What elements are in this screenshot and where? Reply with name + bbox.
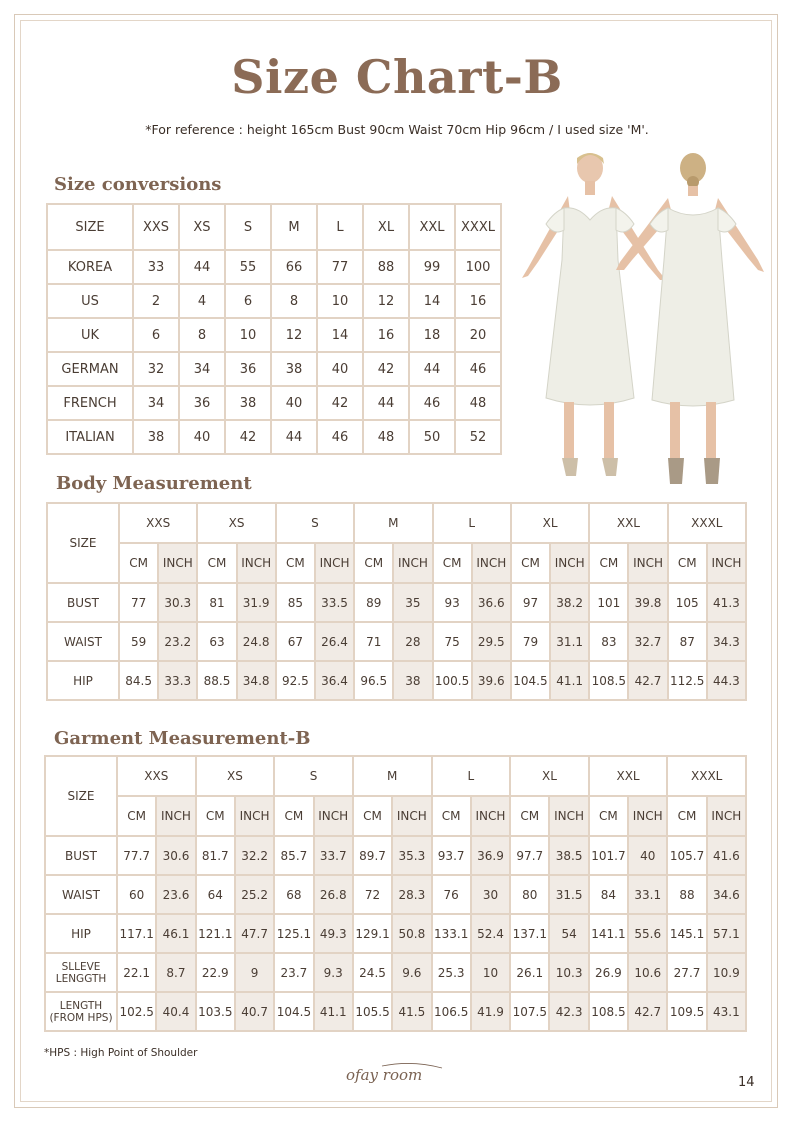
conv-cell: 50 bbox=[409, 420, 455, 454]
inch-value: 31.9 bbox=[237, 583, 276, 622]
cm-value: 67 bbox=[276, 622, 315, 661]
cm-value: 71 bbox=[354, 622, 393, 661]
cm-value: 23.7 bbox=[274, 953, 313, 992]
size-xl-header: XL bbox=[510, 756, 589, 796]
inch-value: 10.6 bbox=[628, 953, 667, 992]
unit-cm: CM bbox=[276, 543, 315, 583]
inch-value: 34.6 bbox=[707, 875, 746, 914]
unit-cm: CM bbox=[197, 543, 236, 583]
size-header-row bbox=[45, 756, 746, 796]
cm-value: 104.5 bbox=[274, 992, 313, 1031]
conv-cell: 16 bbox=[455, 284, 501, 318]
unit-inch: INCH bbox=[235, 796, 274, 836]
inch-value: 50.8 bbox=[392, 914, 431, 953]
unit-inch: INCH bbox=[158, 543, 197, 583]
cm-value: 104.5 bbox=[511, 661, 550, 700]
measurement-row bbox=[45, 836, 746, 875]
unit-inch: INCH bbox=[707, 543, 746, 583]
conv-size-xxs: XXS bbox=[133, 204, 179, 250]
inch-value: 34.8 bbox=[237, 661, 276, 700]
inch-value: 24.8 bbox=[237, 622, 276, 661]
size-s-header: S bbox=[274, 756, 353, 796]
size-xs-header: XS bbox=[196, 756, 275, 796]
measurement-row bbox=[45, 992, 746, 1031]
conv-cell: 55 bbox=[225, 250, 271, 284]
conv-cell: 44 bbox=[179, 250, 225, 284]
conv-cell: 34 bbox=[133, 386, 179, 420]
inch-value: 52.4 bbox=[471, 914, 510, 953]
cm-value: 80 bbox=[510, 875, 549, 914]
cm-value: 88 bbox=[667, 875, 706, 914]
inch-value: 42.7 bbox=[628, 992, 667, 1031]
conv-cell: 42 bbox=[225, 420, 271, 454]
inch-value: 35 bbox=[393, 583, 432, 622]
conv-cell: 14 bbox=[409, 284, 455, 318]
conv-cell: 14 bbox=[317, 318, 363, 352]
page-title: Size Chart-B bbox=[231, 50, 563, 104]
conv-cell: 6 bbox=[133, 318, 179, 352]
inch-value: 29.5 bbox=[472, 622, 511, 661]
cm-value: 85.7 bbox=[274, 836, 313, 875]
inch-value: 32.7 bbox=[628, 622, 667, 661]
cm-value: 25.3 bbox=[432, 953, 471, 992]
cm-value: 112.5 bbox=[668, 661, 707, 700]
size-xxs-header: XXS bbox=[119, 503, 197, 543]
size-xxl-header: XXL bbox=[589, 756, 668, 796]
inch-value: 23.6 bbox=[156, 875, 195, 914]
unit-cm: CM bbox=[667, 796, 706, 836]
cm-value: 107.5 bbox=[510, 992, 549, 1031]
measurement-label: WAIST bbox=[45, 875, 117, 914]
cm-value: 81.7 bbox=[196, 836, 235, 875]
conv-cell: 18 bbox=[409, 318, 455, 352]
size-header-row bbox=[47, 503, 746, 543]
inch-value: 30.6 bbox=[156, 836, 195, 875]
measurement-row bbox=[47, 661, 746, 700]
measurement-label: BUST bbox=[45, 836, 117, 875]
inch-value: 55.6 bbox=[628, 914, 667, 953]
unit-cm: CM bbox=[511, 543, 550, 583]
conv-row-label: FRENCH bbox=[47, 386, 133, 420]
inch-value: 23.2 bbox=[158, 622, 197, 661]
measurement-label: BUST bbox=[47, 583, 119, 622]
unit-inch: INCH bbox=[550, 543, 589, 583]
conv-cell: 38 bbox=[271, 352, 317, 386]
inch-value: 33.3 bbox=[158, 661, 197, 700]
cm-value: 137.1 bbox=[510, 914, 549, 953]
inch-value: 40.4 bbox=[156, 992, 195, 1031]
size-xl-header: XL bbox=[511, 503, 589, 543]
cm-value: 145.1 bbox=[667, 914, 706, 953]
size-xxl-header: XXL bbox=[589, 503, 667, 543]
conv-row bbox=[47, 318, 501, 352]
size-header: SIZE bbox=[47, 503, 119, 583]
cm-value: 109.5 bbox=[667, 992, 706, 1031]
measurement-label: SLLEVE LENGGTH bbox=[45, 953, 117, 992]
cm-value: 117.1 bbox=[117, 914, 156, 953]
cm-value: 79 bbox=[511, 622, 550, 661]
inch-value: 28 bbox=[393, 622, 432, 661]
dress-model-illustration bbox=[508, 150, 770, 490]
inch-value: 41.1 bbox=[314, 992, 353, 1031]
unit-cm: CM bbox=[668, 543, 707, 583]
inch-value: 41.1 bbox=[550, 661, 589, 700]
body-measurement-table bbox=[46, 502, 747, 701]
measurement-label: WAIST bbox=[47, 622, 119, 661]
measurement-row bbox=[45, 953, 746, 992]
body-measurement-heading: Body Measurement bbox=[56, 473, 252, 494]
measurement-label: HIP bbox=[47, 661, 119, 700]
size-l-header: L bbox=[432, 756, 511, 796]
conv-cell: 44 bbox=[363, 386, 409, 420]
conv-cell: 38 bbox=[133, 420, 179, 454]
size-l-header: L bbox=[433, 503, 511, 543]
conv-row-label: KOREA bbox=[47, 250, 133, 284]
conv-size-m: M bbox=[271, 204, 317, 250]
unit-cm: CM bbox=[354, 543, 393, 583]
conv-cell: 16 bbox=[363, 318, 409, 352]
inch-value: 40.7 bbox=[235, 992, 274, 1031]
conv-row-label: US bbox=[47, 284, 133, 318]
size-m-header: M bbox=[353, 756, 432, 796]
cm-value: 93 bbox=[433, 583, 472, 622]
measurement-row bbox=[45, 914, 746, 953]
cm-value: 89.7 bbox=[353, 836, 392, 875]
conv-cell: 42 bbox=[317, 386, 363, 420]
cm-value: 77 bbox=[119, 583, 158, 622]
conv-size-xs: XS bbox=[179, 204, 225, 250]
conv-cell: 38 bbox=[225, 386, 271, 420]
inch-value: 26.8 bbox=[314, 875, 353, 914]
conv-cell: 44 bbox=[271, 420, 317, 454]
model-back-view bbox=[616, 153, 764, 484]
conv-cell: 8 bbox=[271, 284, 317, 318]
cm-value: 93.7 bbox=[432, 836, 471, 875]
cm-value: 97 bbox=[511, 583, 550, 622]
cm-value: 84 bbox=[589, 875, 628, 914]
unit-cm: CM bbox=[117, 796, 156, 836]
cm-value: 102.5 bbox=[117, 992, 156, 1031]
inch-value: 46.1 bbox=[156, 914, 195, 953]
conv-cell: 12 bbox=[363, 284, 409, 318]
conv-size-xxl: XXL bbox=[409, 204, 455, 250]
cm-value: 129.1 bbox=[353, 914, 392, 953]
unit-inch: INCH bbox=[393, 543, 432, 583]
cm-value: 26.1 bbox=[510, 953, 549, 992]
cm-value: 101 bbox=[589, 583, 628, 622]
inch-value: 38.2 bbox=[550, 583, 589, 622]
inch-value: 42.3 bbox=[549, 992, 588, 1031]
cm-value: 103.5 bbox=[196, 992, 235, 1031]
unit-header-row bbox=[47, 543, 746, 583]
measurement-row bbox=[47, 583, 746, 622]
measurement-row bbox=[45, 875, 746, 914]
inch-value: 30.3 bbox=[158, 583, 197, 622]
inch-value: 47.7 bbox=[235, 914, 274, 953]
unit-inch: INCH bbox=[315, 543, 354, 583]
unit-cm: CM bbox=[510, 796, 549, 836]
inch-value: 30 bbox=[471, 875, 510, 914]
unit-inch: INCH bbox=[237, 543, 276, 583]
cm-value: 121.1 bbox=[196, 914, 235, 953]
unit-inch: INCH bbox=[628, 543, 667, 583]
inch-value: 8.7 bbox=[156, 953, 195, 992]
unit-inch: INCH bbox=[472, 543, 511, 583]
conv-row-label: GERMAN bbox=[47, 352, 133, 386]
cm-value: 27.7 bbox=[667, 953, 706, 992]
conv-cell: 44 bbox=[409, 352, 455, 386]
cm-value: 97.7 bbox=[510, 836, 549, 875]
inch-value: 40 bbox=[628, 836, 667, 875]
cm-value: 83 bbox=[589, 622, 628, 661]
measurement-label: LENGTH (FROM HPS) bbox=[45, 992, 117, 1031]
inch-value: 36.6 bbox=[472, 583, 511, 622]
cm-value: 76 bbox=[432, 875, 471, 914]
cm-value: 59 bbox=[119, 622, 158, 661]
conv-cell: 46 bbox=[317, 420, 363, 454]
brand-logo bbox=[342, 1058, 452, 1090]
conv-cell: 12 bbox=[271, 318, 317, 352]
inch-value: 10 bbox=[471, 953, 510, 992]
inch-value: 26.4 bbox=[315, 622, 354, 661]
conv-cell: 42 bbox=[363, 352, 409, 386]
cm-value: 108.5 bbox=[589, 992, 628, 1031]
inch-value: 42.7 bbox=[628, 661, 667, 700]
conv-size-s: S bbox=[225, 204, 271, 250]
conv-cell: 66 bbox=[271, 250, 317, 284]
reference-note: *For reference : height 165cm Bust 90cm Waist 70cm Hip 96cm / I used size 'M'. bbox=[145, 122, 649, 137]
unit-cm: CM bbox=[433, 543, 472, 583]
conv-cell: 46 bbox=[455, 352, 501, 386]
cm-value: 81 bbox=[197, 583, 236, 622]
inch-value: 43.1 bbox=[707, 992, 746, 1031]
inch-value: 36.4 bbox=[315, 661, 354, 700]
cm-value: 100.5 bbox=[433, 661, 472, 700]
inch-value: 25.2 bbox=[235, 875, 274, 914]
conv-cell: 33 bbox=[133, 250, 179, 284]
conv-row bbox=[47, 352, 501, 386]
unit-inch: INCH bbox=[314, 796, 353, 836]
cm-value: 133.1 bbox=[432, 914, 471, 953]
cm-value: 108.5 bbox=[589, 661, 628, 700]
page-number: 14 bbox=[738, 1075, 755, 1090]
unit-inch: INCH bbox=[628, 796, 667, 836]
conv-cell: 2 bbox=[133, 284, 179, 318]
conv-size-l: L bbox=[317, 204, 363, 250]
garment-measurement-heading: Garment Measurement-B bbox=[54, 728, 311, 749]
unit-cm: CM bbox=[196, 796, 235, 836]
cm-value: 105.7 bbox=[667, 836, 706, 875]
inch-value: 41.5 bbox=[392, 992, 431, 1031]
cm-value: 84.5 bbox=[119, 661, 158, 700]
size-m-header: M bbox=[354, 503, 432, 543]
cm-value: 89 bbox=[354, 583, 393, 622]
measurement-row bbox=[47, 622, 746, 661]
inch-value: 39.6 bbox=[472, 661, 511, 700]
inch-value: 32.2 bbox=[235, 836, 274, 875]
conv-cell: 48 bbox=[363, 420, 409, 454]
inch-value: 31.5 bbox=[549, 875, 588, 914]
inch-value: 33.7 bbox=[314, 836, 353, 875]
unit-cm: CM bbox=[119, 543, 158, 583]
model-front-view bbox=[522, 153, 666, 476]
inch-value: 38 bbox=[393, 661, 432, 700]
conv-row bbox=[47, 284, 501, 318]
size-xxs-header: XXS bbox=[117, 756, 196, 796]
cm-value: 72 bbox=[353, 875, 392, 914]
conv-cell: 10 bbox=[317, 284, 363, 318]
cm-value: 24.5 bbox=[353, 953, 392, 992]
cm-value: 141.1 bbox=[589, 914, 628, 953]
inch-value: 9.3 bbox=[314, 953, 353, 992]
size-s-header: S bbox=[276, 503, 354, 543]
cm-value: 105.5 bbox=[353, 992, 392, 1031]
inch-value: 35.3 bbox=[392, 836, 431, 875]
unit-inch: INCH bbox=[471, 796, 510, 836]
conv-row-label: UK bbox=[47, 318, 133, 352]
unit-cm: CM bbox=[589, 543, 628, 583]
inch-value: 54 bbox=[549, 914, 588, 953]
conv-cell: 8 bbox=[179, 318, 225, 352]
inch-value: 33.5 bbox=[315, 583, 354, 622]
conv-cell: 100 bbox=[455, 250, 501, 284]
cm-value: 22.1 bbox=[117, 953, 156, 992]
conv-cell: 32 bbox=[133, 352, 179, 386]
conv-cell: 46 bbox=[409, 386, 455, 420]
inch-value: 33.1 bbox=[628, 875, 667, 914]
cm-value: 85 bbox=[276, 583, 315, 622]
unit-cm: CM bbox=[432, 796, 471, 836]
brand-logo-text: ofay room bbox=[346, 1066, 423, 1084]
inch-value: 10.3 bbox=[549, 953, 588, 992]
size-conversions-heading: Size conversions bbox=[54, 174, 222, 195]
hps-footnote: *HPS : High Point of Shoulder bbox=[44, 1047, 198, 1059]
conv-size-header: SIZE bbox=[47, 204, 133, 250]
measurement-label: HIP bbox=[45, 914, 117, 953]
unit-header-row bbox=[45, 796, 746, 836]
conv-cell: 6 bbox=[225, 284, 271, 318]
cm-value: 125.1 bbox=[274, 914, 313, 953]
inch-value: 28.3 bbox=[392, 875, 431, 914]
cm-value: 92.5 bbox=[276, 661, 315, 700]
conv-cell: 40 bbox=[271, 386, 317, 420]
inch-value: 36.9 bbox=[471, 836, 510, 875]
cm-value: 75 bbox=[433, 622, 472, 661]
conv-cell: 99 bbox=[409, 250, 455, 284]
cm-value: 96.5 bbox=[354, 661, 393, 700]
inch-value: 9 bbox=[235, 953, 274, 992]
cm-value: 77.7 bbox=[117, 836, 156, 875]
conv-cell: 36 bbox=[225, 352, 271, 386]
conv-cell: 36 bbox=[179, 386, 225, 420]
cm-value: 88.5 bbox=[197, 661, 236, 700]
conv-cell: 77 bbox=[317, 250, 363, 284]
unit-inch: INCH bbox=[707, 796, 746, 836]
conv-cell: 34 bbox=[179, 352, 225, 386]
unit-inch: INCH bbox=[549, 796, 588, 836]
conv-row-label: ITALIAN bbox=[47, 420, 133, 454]
inch-value: 49.3 bbox=[314, 914, 353, 953]
conv-row bbox=[47, 420, 501, 454]
conv-row bbox=[47, 386, 501, 420]
conv-cell: 20 bbox=[455, 318, 501, 352]
conv-cell: 40 bbox=[317, 352, 363, 386]
inch-value: 38.5 bbox=[549, 836, 588, 875]
size-conversions-table bbox=[46, 203, 502, 455]
cm-value: 68 bbox=[274, 875, 313, 914]
size-header: SIZE bbox=[45, 756, 117, 836]
conv-cell: 40 bbox=[179, 420, 225, 454]
inch-value: 44.3 bbox=[707, 661, 746, 700]
inch-value: 10.9 bbox=[707, 953, 746, 992]
cm-value: 63 bbox=[197, 622, 236, 661]
cm-value: 105 bbox=[668, 583, 707, 622]
conv-cell: 88 bbox=[363, 250, 409, 284]
conv-size-xl: XL bbox=[363, 204, 409, 250]
conv-cell: 52 bbox=[455, 420, 501, 454]
size-xxxl-header: XXXL bbox=[667, 756, 746, 796]
inch-value: 41.9 bbox=[471, 992, 510, 1031]
unit-cm: CM bbox=[274, 796, 313, 836]
cm-value: 87 bbox=[668, 622, 707, 661]
inch-value: 31.1 bbox=[550, 622, 589, 661]
inch-value: 41.6 bbox=[707, 836, 746, 875]
cm-value: 106.5 bbox=[432, 992, 471, 1031]
conv-cell: 10 bbox=[225, 318, 271, 352]
inch-value: 39.8 bbox=[628, 583, 667, 622]
conv-size-xxxl: XXXL bbox=[455, 204, 501, 250]
inch-value: 9.6 bbox=[392, 953, 431, 992]
unit-cm: CM bbox=[353, 796, 392, 836]
size-xxxl-header: XXXL bbox=[668, 503, 746, 543]
cm-value: 22.9 bbox=[196, 953, 235, 992]
unit-inch: INCH bbox=[392, 796, 431, 836]
cm-value: 101.7 bbox=[589, 836, 628, 875]
size-xs-header: XS bbox=[197, 503, 275, 543]
inch-value: 34.3 bbox=[707, 622, 746, 661]
conv-cell: 48 bbox=[455, 386, 501, 420]
conv-row bbox=[47, 250, 501, 284]
inch-value: 57.1 bbox=[707, 914, 746, 953]
unit-cm: CM bbox=[589, 796, 628, 836]
cm-value: 60 bbox=[117, 875, 156, 914]
garment-measurement-table bbox=[44, 755, 747, 1032]
conv-cell: 4 bbox=[179, 284, 225, 318]
cm-value: 64 bbox=[196, 875, 235, 914]
inch-value: 41.3 bbox=[707, 583, 746, 622]
unit-inch: INCH bbox=[156, 796, 195, 836]
conv-header-row bbox=[47, 204, 501, 250]
cm-value: 26.9 bbox=[589, 953, 628, 992]
